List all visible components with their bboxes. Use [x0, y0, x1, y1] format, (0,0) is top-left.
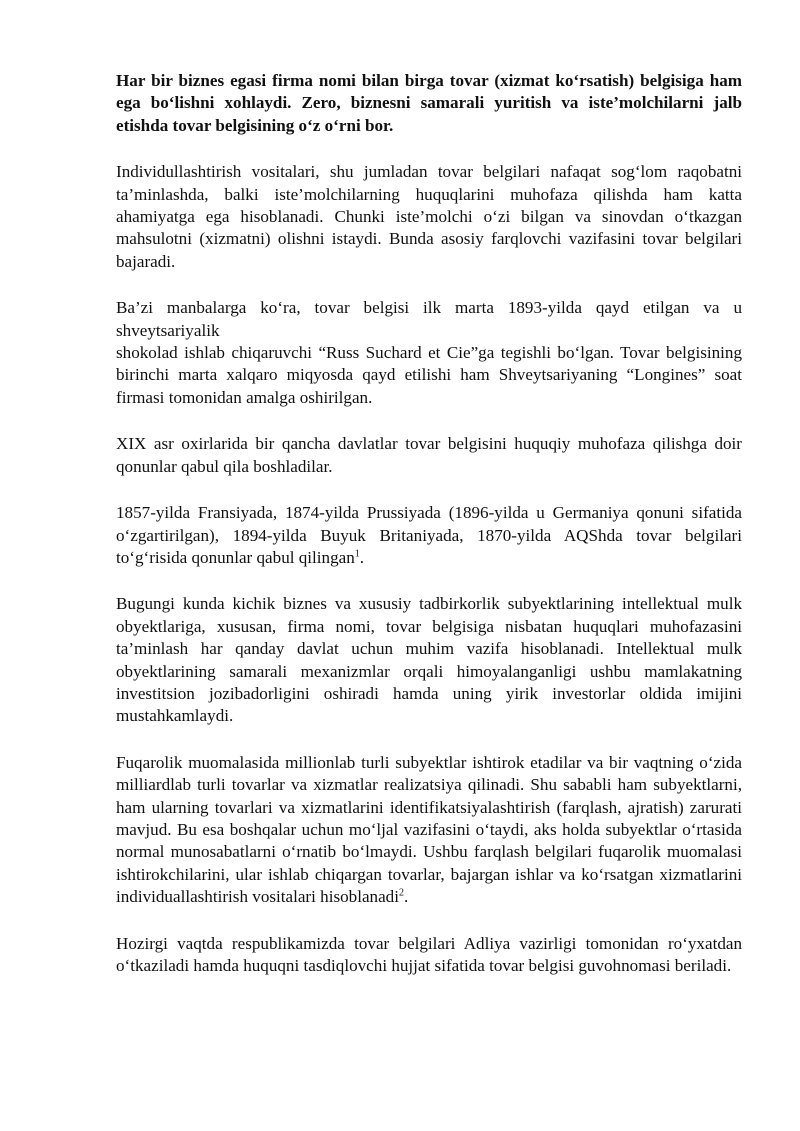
paragraph-national-laws: [116, 502, 742, 569]
footnote-ref-2[interactable]: 2: [398, 887, 404, 899]
paragraph-19th-century: XIX asr oxirlarida bir qancha davlatlar tovar belgisini huquqiy muhofaza qilishga doir qonunlar qabul qila boshladilar.: [116, 434, 742, 476]
paragraph-registration: Hozirgi vaqtda respublikamizda tovar belgilari Adliya vazirligi tomonidan ro‘yxatdan o‘tkaziladi hamda huquqni tasdiqlovchi hujjat sifatida tovar belgisi guvohnomasi beriladi.: [116, 933, 742, 975]
paragraph-individualization: Individullashtirish vositalari, shu jumladan tovar belgilari nafaqat sog‘lom raqobatni ta’minlashda, balki iste’molchilarning huquqlarini muhofaza qilishda ham katta ahamiyatga ega hisoblanadi. Chunki iste’molchi o‘zi bilgan va sinovdan o‘tkazgan mahsulotni (xizmatni) olishni istaydi. Bunda asosiy farqlovchi vazifasini tovar belgilari bajaradi.: [116, 162, 742, 271]
paragraph-civil-circulation: [116, 752, 742, 909]
paragraph-national-laws-end: .: [359, 547, 365, 567]
paragraph-national-laws-text: 1857-yilda Fransiyada, 1874-yilda Prussiyada (1896-yilda u Germaniya qonuni sifatida o‘zgartirilgan), 1894-yilda Buyuk Britaniyada, 1870-yilda AQShda tovar belgilari to‘g‘risida qonunlar qabul qilingan: [116, 503, 742, 567]
paragraph-small-business: Bugungi kunda kichik biznes va xususiy tadbirkorlik subyektlarining intellektual mulk obyektlariga, xususan, firma nomi, tovar belgisiga nisbatan huquqlari muhofazasini ta’minlash har qanday davlat uchun muhim vazifa hisoblanadi. Intellektual mulk obyektlarining samarali mexanizmlar orqali himoyalanganligi ushbu mamlakatning investitsion jozibadorligini oshiradi hamda uning yirik investorlar oldida imijini mustahkamlaydi.: [116, 594, 742, 726]
lead-paragraph: Har bir biznes egasi firma nomi bilan birga tovar (xizmat ko‘rsatish) belgisiga ham ega bo‘lishni xohlaydi. Zero, biznesni samarali yuritish va iste’molchilarni jalb etishda tovar belgisining o‘z o‘rni bor.: [116, 71, 742, 135]
footnote-ref-1[interactable]: 1: [354, 548, 360, 560]
paragraph-civil-circulation-text: Fuqarolik muomalasida millionlab turli subyektlar ishtirok etadilar va bir vaqtning o‘zida milliardlab turli tovarlar va xizmatlar realizatsiya qilinadi. Shu sababli ham subyektlarni, ham ularning tovarlari va xizmatlarini identifikatsiyalashtirish (farqlash, ajratish) zarurati mavjud. Bu esa boshqalar uchun mo‘ljal vazifasini o‘taydi, aks holda subyektlar o‘rtasida normal munosabatlarni o‘rnatib bo‘lmaydi. Ushbu farqlash belgilari fuqarolik muomalasi ishtirokchilarini, ular ishlab chiqargan tovarlar, bajargan ishlar va ko‘rsatgan xizmatlarini individuallashtirish vositalari hisoblanadi: [116, 752, 742, 907]
paragraph-first-trademark-rest: shokolad ishlab chiqaruvchi “Russ Suchard et Cie”ga tegishli bo‘lgan. Tovar belgisining birinchi marta xalqaro miqyosda qayd etilishi ham Shveytsariyaning “Longines” soat firmasi tomonidan amalga oshirilgan.: [116, 343, 742, 407]
paragraph-civil-circulation-end: .: [403, 887, 409, 907]
paragraph-first-trademark: [116, 297, 742, 409]
paragraph-first-trademark-line1: Ba’zi manbalarga ko‘ra, tovar belgisi ilk marta 1893-yilda qayd etilgan va u shveytsariyalik: [116, 298, 742, 340]
